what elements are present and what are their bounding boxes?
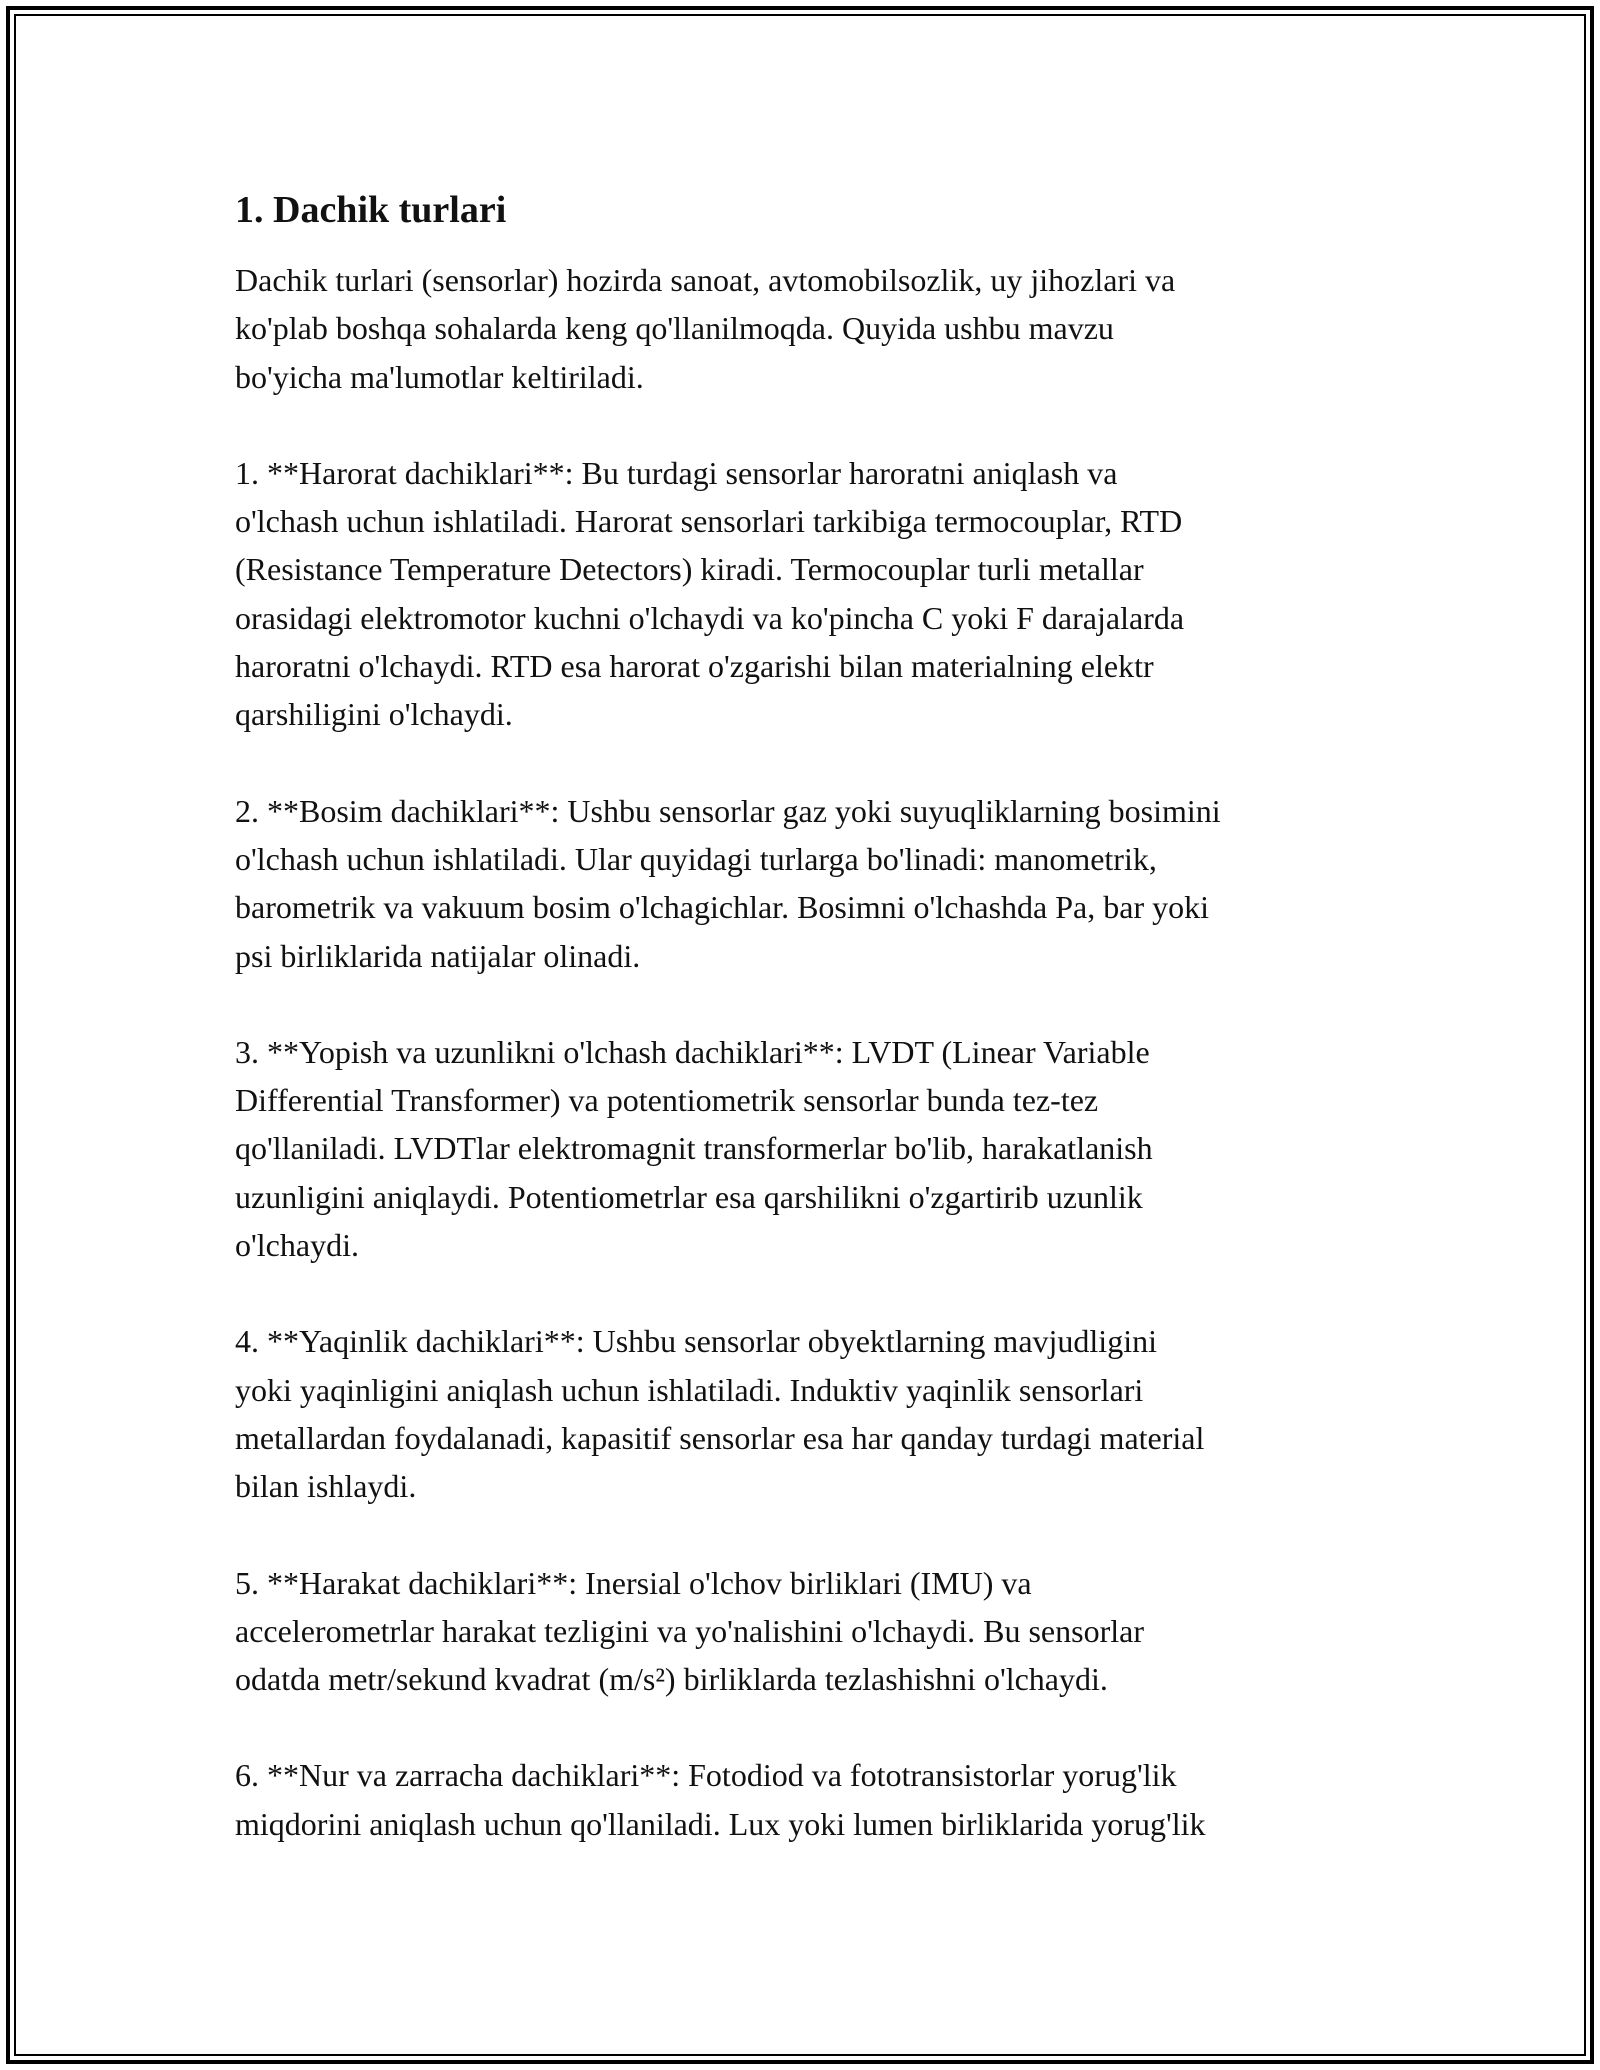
paragraph-proximity-sensors: 4. **Yaqinlik dachiklari**: Ushbu sensorlar obyektlarning mavjudligini yoki yaqinligini aniqlash uchun ishlatiladi. Induktiv yaqinlik sensorlari metallardan foydalanadi, kapasitif sensorlar esa har qanday turdagi material bilan ishlaydi. (235, 1323, 1205, 1505)
paragraph-length-sensors: 3. **Yopish va uzunlikni o'lchash dachiklari**: LVDT (Linear Variable Differential Transformer) va potentiometrik sensorlar bunda tez-tez qo'llaniladi. LVDTlar elektromagnit transformerlar bo'lib, harakatlanish uzunligini aniqlaydi. Potentiometrlar esa qarshilikni o'zgartirib uzunlik o'lchaydi. (235, 1033, 1153, 1264)
paragraph-motion-sensors: 5. **Harakat dachiklari**: Inersial o'lchov birliklari (IMU) va accelerometrlar harakat tezligini va yo'nalishini o'lchaydi. Bu sensorlar odatda metr/sekund kvadrat (m/s²) birliklarda tezlashishni o'lchaydi. (235, 1564, 1144, 1698)
document-body (235, 186, 1375, 1896)
paragraph-light-sensors: 6. **Nur va zarracha dachiklari**: Fotodiod va fototransistorlar yorug'lik miqdorini aniqlash uchun qo'llaniladi. Lux yoki lumen birliklarida yorug'lik (235, 1757, 1206, 1842)
paragraph-pressure-sensors: 2. **Bosim dachiklari**: Ushbu sensorlar gaz yoki suyuqliklarning bosimini o'lchash uchun ishlatiladi. Ular quyidagi turlarga bo'linadi: manometrik, barometrik va vakuum bosim o'lchagichlar. Bosimni o'lchashda Pa, bar yoki psi birliklarida natijalar olinadi. (235, 792, 1221, 974)
section-heading: 1. Dachik turlari (235, 189, 507, 231)
paragraph-temperature-sensors: 1. **Harorat dachiklari**: Bu turdagi sensorlar haroratni aniqlash va o'lchash uchun ishlatiladi. Harorat sensorlari tarkibiga termocouplar, RTD (Resistance Temperature Detectors) kiradi. Termocouplar turli metallar orasidagi elektromotor kuchni o'lchaydi va ko'pincha C yoki F darajalarda haroratni o'lchaydi. RTD esa harorat o'zgarishi bilan materialning elektr qarshiligini o'lchaydi. (235, 454, 1185, 733)
intro-paragraph: Dachik turlari (sensorlar) hozirda sanoat, avtomobilsozlik, uy jihozlari va ko'plab boshqa sohalarda keng qo'llanilmoqda. Quyida ushbu mavzu bo'yicha ma'lumotlar keltiriladi. (235, 262, 1176, 395)
